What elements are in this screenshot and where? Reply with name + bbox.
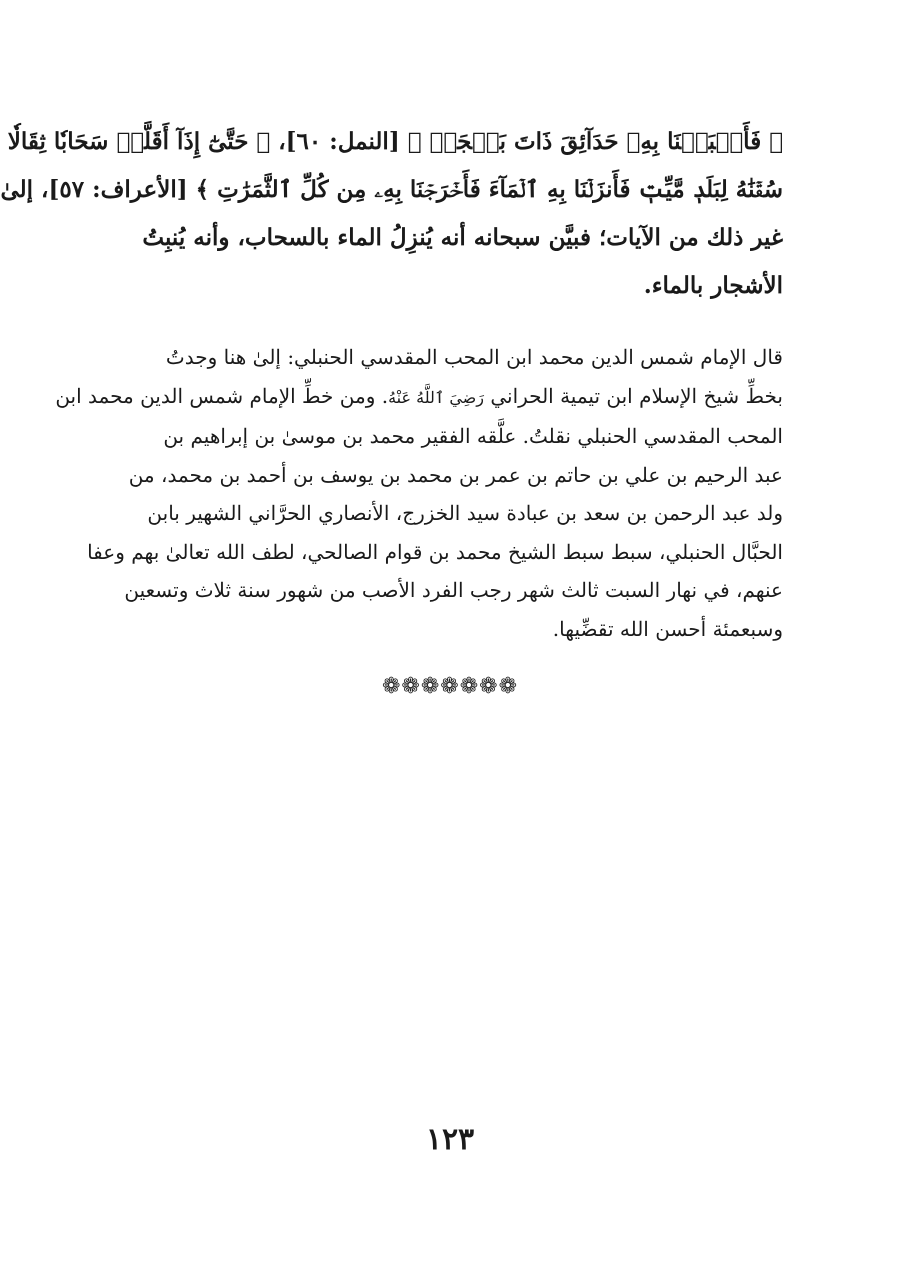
text-line: ولد عبد الرحمن بن سعد بن عبادة سيد الخزرج، الأنصاري الحرَّاني الشهير بابن [147,501,783,525]
quran-verses-paragraph [0,118,783,310]
honorific-phrase: رَضِيَ ٱللَّهُ عَنْهُ [388,387,484,407]
text-line: عبد الرحيم بن علي بن حاتم بن عمر بن محمد بن يوسف بن أحمد بن محمد، من [128,462,783,487]
text-line: ﴿ فَأَنۢبَتۡنَا بِهِۦ حَدَآئِقَ ذَاتَ بَهۡجَةٖ ﴾ [النمل: ٦٠]، ﴿ حَتَّىٰٓ إِذَآ أَقَلَّتۡ سَحَابٗا ثِقَالٗا [7,128,783,155]
text-line: سُقۡنَٰهُ لِبَلَدٖ مَّيِّتٖ فَأَنزَلۡنَا بِهِ ٱلۡمَآءَ فَأَخۡرَجۡنَا بِهِۦ مِن كُلِّ ٱلثَّمَرَٰتِ ﴾ [الأعراف: ٥٧]، إلىٰ [0,176,783,203]
text-segment: . ومن خطِّ الإمام شمس الدين محمد ابن [55,383,389,408]
ornamental-divider: ❁❁❁❁❁❁❁ [381,674,519,699]
text-line: الحبَّال الحنبلي، سبط سبط الشيخ محمد بن قوام الصالحي، لطف الله تعالىٰ بهم وعفا [87,539,783,564]
text-line: المحب المقدسي الحنبلي نقلتُ. علَّقه الفقير محمد بن موسىٰ بن إبراهيم بن [163,424,783,448]
page-number: ١٢٣ [425,1122,475,1157]
text-line: الأشجار بالماء. [643,272,783,299]
text-line: قال الإمام شمس الدين محمد ابن المحب المقدسي الحنبلي: إلىٰ هنا وجدتُ [165,345,783,369]
text-segment: بخطِّ شيخ الإسلام ابن تيمية الحراني [483,383,783,408]
text-line [55,377,783,418]
text-line: عنهم، في نهار السبت ثالث شهر رجب الفرد الأصب من شهور سنة ثلاث وتسعين [124,578,783,602]
text-line: وسبعمئة أحسن الله تقضِّيها. [552,616,783,641]
text-line: غير ذلك من الآيات؛ فبيَّن سبحانه أنه يُنزِلُ الماء بالسحاب، وأنه يُنبِتُ [142,224,783,251]
colophon-paragraph [55,338,783,648]
